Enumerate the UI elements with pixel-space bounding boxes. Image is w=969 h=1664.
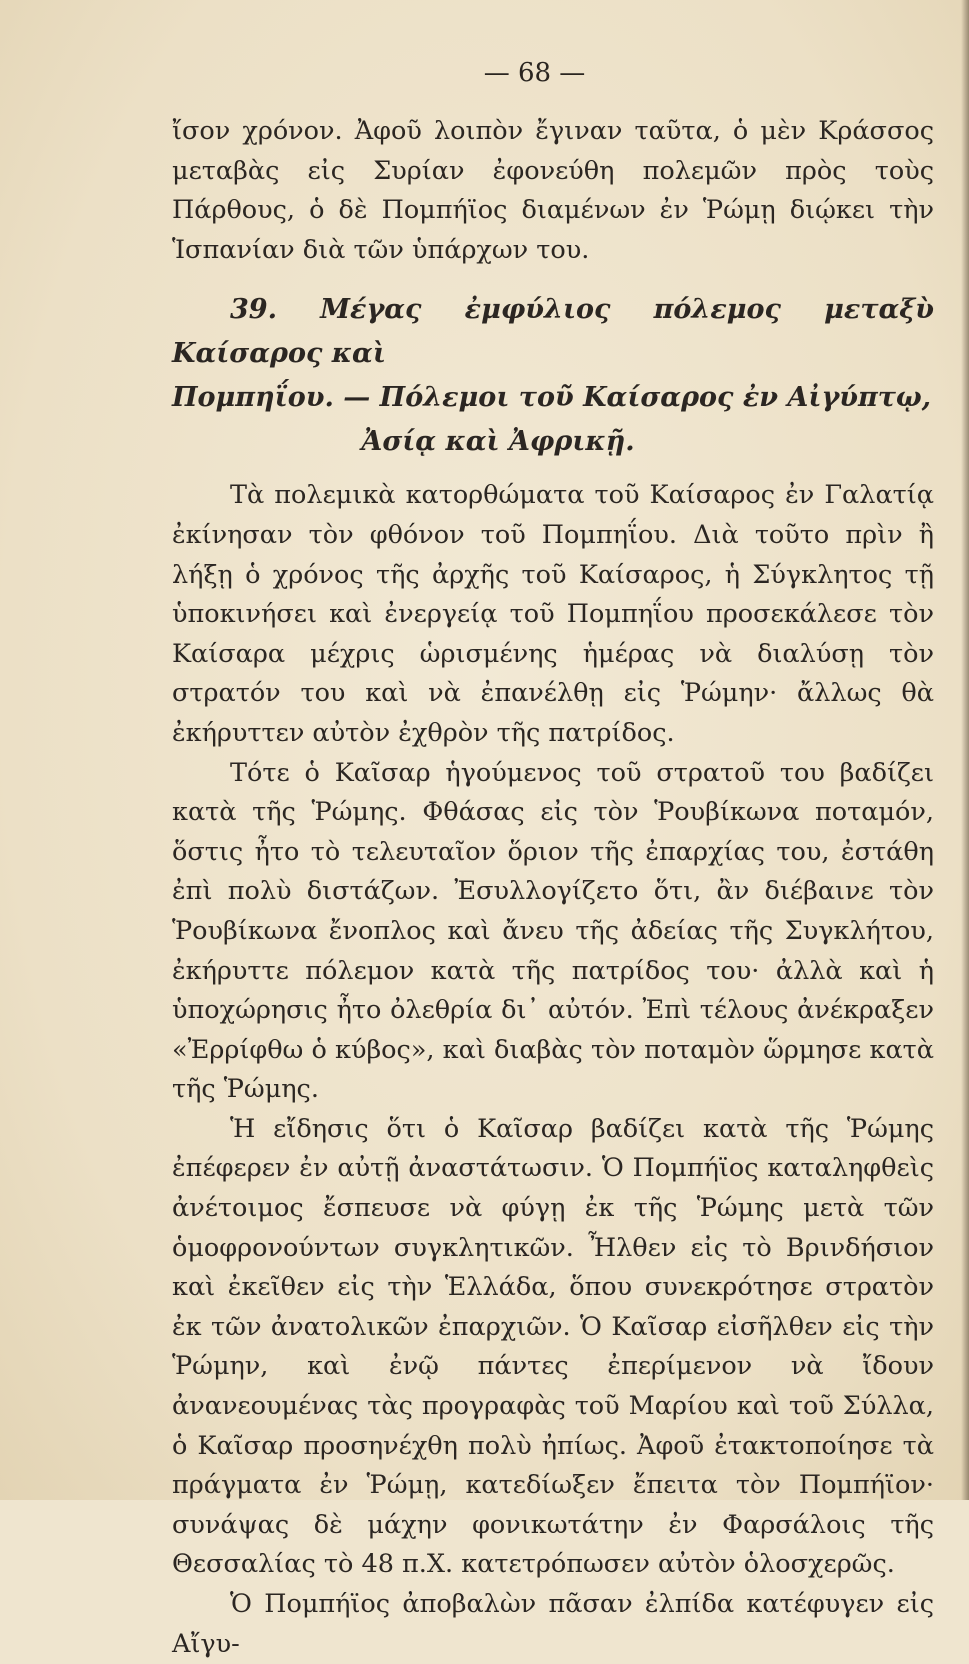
paragraph-2: Τὰ πολεμικὰ κατορθώματα τοῦ Καίσαρος ἐν Γαλατίᾳ ἐκίνησαν τὸν φθόνον τοῦ Πομπηΐου. Διὰ τοῦτο πρὶν ἢ λήξῃ ὁ χρόνος τῆς ἀρχῆς τοῦ Καίσαρος, ἡ Σύγκλητος τῇ ὑποκινήσει καὶ ἐνεργείᾳ τοῦ Πομπηΐου προσεκάλεσε τὸν Καίσαρα μέχρις ὡρισμένης ἡμέρας νὰ διαλύσῃ τὸν στρατόν του καὶ νὰ ἐπανέλθῃ εἰς Ῥώμην· ἄλλως θὰ ἐκήρυττεν αὐτὸν ἐχθρὸν τῆς πατρίδος.	[172, 480, 934, 748]
paragraph-3: Τότε ὁ Καῖσαρ ἡγούμενος τοῦ στρατοῦ του βαδίζει κατὰ τῆς Ῥώμης. Φθάσας εἰς τὸν Ῥουβίκωνα ποταμόν, ὅστις ἦτο τὸ τελευταῖον ὅριον τῆς ἐπαρχίας του, ἐστάθη ἐπὶ πολὺ διστάζων. Ἐσυλλογίζετο ὅτι, ἂν διέβαινε τὸν Ῥουβίκωνα ἔνοπλος καὶ ἄνευ τῆς ἀδείας τῆς Συγκλήτου, ἐκήρυττε πόλεμον κατὰ τῆς πατρίδος του· ἀλλὰ καὶ ἡ ὑποχώρησις ἦτο ὀλεθρία δι᾿ αὐτόν. Ἐπὶ τέλους ἀνέκραξεν «Ἐρρίφθω ὁ κύβος», καὶ διαβὰς τὸν ποταμὸν ὥρμησε κατὰ τῆς Ῥώμης.	[172, 757, 934, 1105]
page-edge-shadow	[961, 0, 969, 1500]
heading-line-1: 39. Μέγας ἐμφύλιος πόλεμος μεταξὺ Καίσαρος καὶ	[172, 294, 934, 370]
heading-line-2: Πομπηΐου. — Πόλεμοι τοῦ Καίσαρος ἐν Αἰγύπτῳ,	[172, 382, 932, 414]
paragraph-5: Ὁ Πομπήϊος ἀποβαλὼν πᾶσαν ἐλπίδα κατέφυγεν εἰς Αἴγυ-	[172, 1589, 934, 1659]
page-number: — 68 —	[483, 58, 586, 88]
section-heading	[172, 288, 934, 464]
page-body	[172, 112, 934, 1664]
paragraph-1: ἴσον χρόνον. Ἀφοῦ λοιπὸν ἔγιναν ταῦτα, ὁ μὲν Κράσσος μεταβὰς εἰς Συρίαν ἐφονεύθη πολεμῶν πρὸς τοὺς Πάρθους, ὁ δὲ Πομπήϊος διαμένων ἐν Ῥώμῃ διῴκει τὴν Ἱσπανίαν διὰ τῶν ὑπάρχων του.	[172, 116, 934, 265]
heading-line-3: Ἀσίᾳ καὶ Ἀφρικῇ.	[361, 426, 635, 458]
paragraph-4: Ἡ εἴδησις ὅτι ὁ Καῖσαρ βαδίζει κατὰ τῆς Ῥώμης ἐπέφερεν ἐν αὐτῇ ἀναστάτωσιν. Ὁ Πομπήϊος καταληφθεὶς ἀνέτοιμος ἔσπευσε νὰ φύγῃ ἐκ τῆς Ῥώμης μετὰ τῶν ὁμοφρονούντων συγκλητικῶν. Ἦλθεν εἰς τὸ Βρινδήσιον καὶ ἐκεῖθεν εἰς τὴν Ἑλλάδα, ὅπου συνεκρότησε στρατὸν ἐκ τῶν ἀνατολικῶν ἐπαρχιῶν. Ὁ Καῖσαρ εἰσῆλθεν εἰς τὴν Ῥώμην, καὶ ἐνῷ πάντες ἐπερίμενον νὰ ἴδουν ἀνανεουμένας τὰς προγραφὰς τοῦ Μαρίου καὶ τοῦ Σύλλα, ὁ Καῖσαρ προσηνέχθη πολὺ ἠπίως. Ἀφοῦ ἐτακτοποίησε τὰ πράγματα ἐν Ῥώμῃ, κατεδίωξεν ἔπειτα τὸν Πομπήϊον· συνάψας δὲ μάχην φονικωτάτην ἐν Φαρσάλοις τῆς Θεσσαλίας τὸ 48 π.Χ. κατετρόπωσεν αὐτὸν ὁλοσχερῶς.	[172, 1113, 934, 1580]
